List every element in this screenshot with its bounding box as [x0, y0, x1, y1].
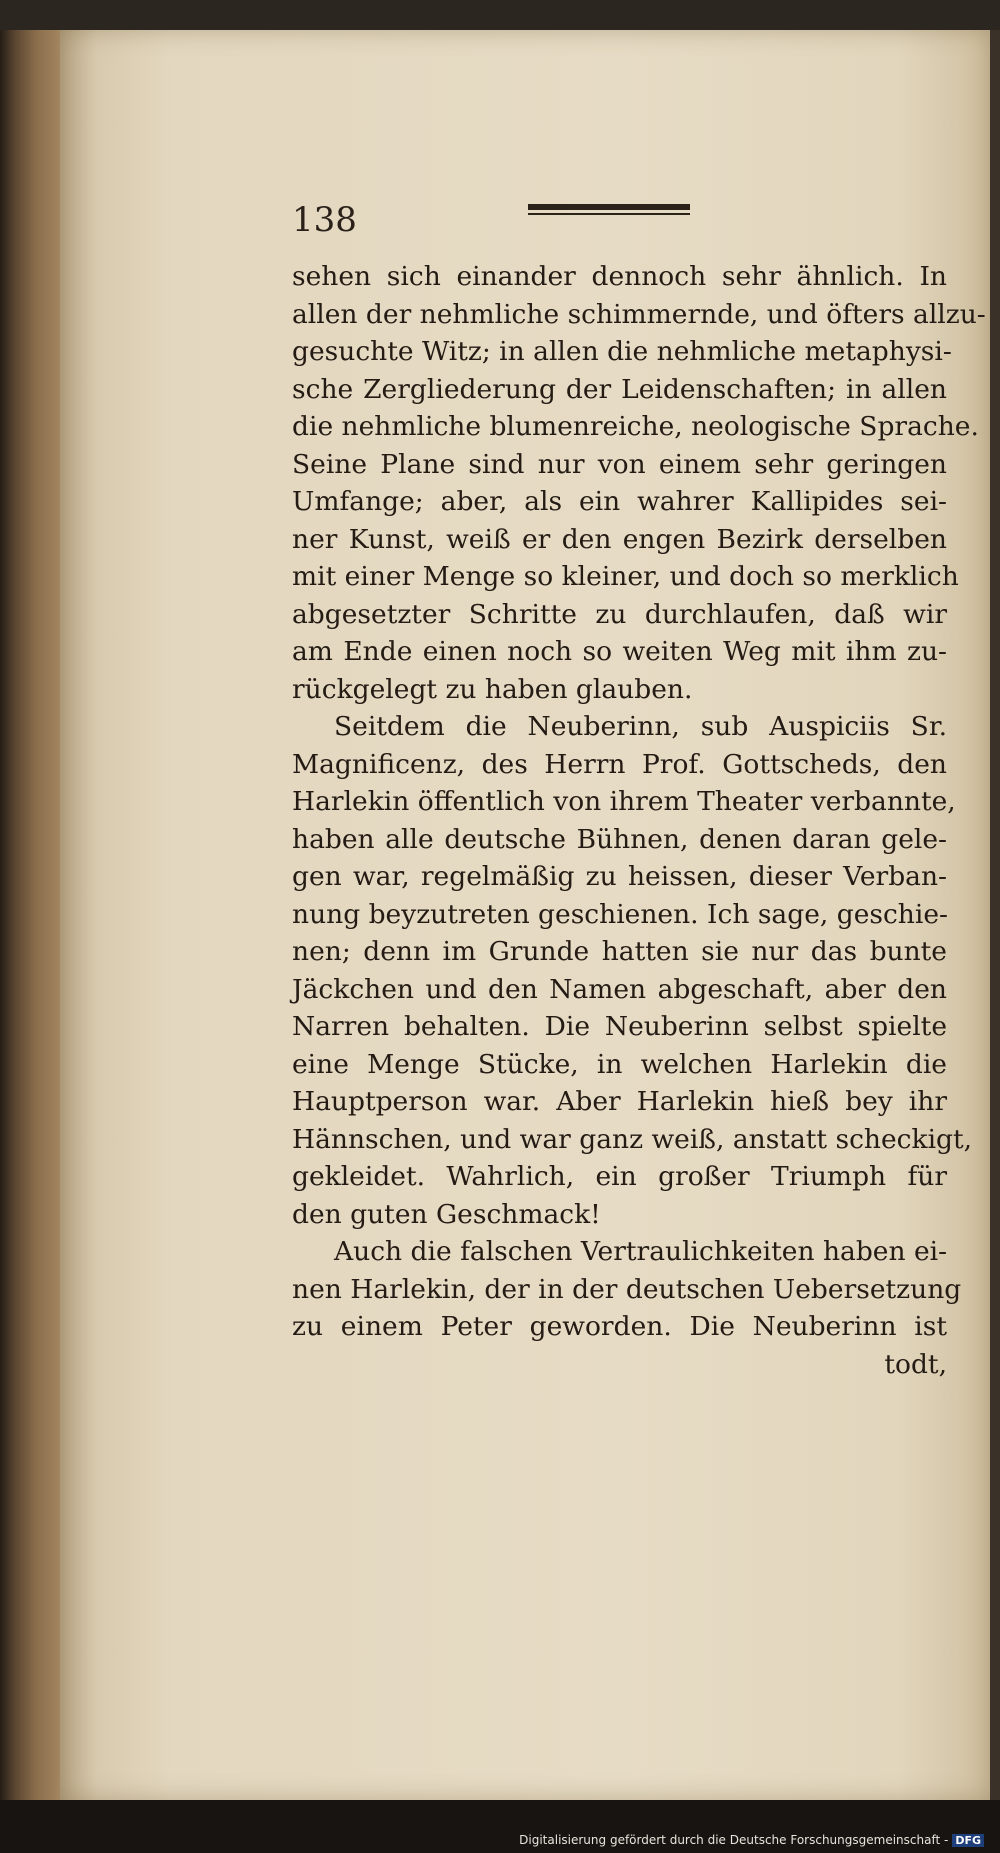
top-scan-border	[0, 0, 1000, 30]
text-line: Hauptperson war. Aber Harlekin hieß bey ihr	[292, 1086, 947, 1117]
text-line: nung beyzutreten geschienen. Ich sage, geschie-	[292, 898, 948, 930]
text-line: gekleidet. Wahrlich, ein großer Triumph für	[292, 1161, 947, 1192]
digitization-credit	[519, 1833, 984, 1847]
text-line: haben alle deutsche Bühnen, denen daran gele-	[292, 823, 947, 855]
credit-text: Digitalisierung gefördert durch die Deutsche Forschungsgemeinschaft -	[519, 1833, 949, 1847]
header-rule	[528, 204, 690, 218]
header-rule-thick	[528, 204, 690, 210]
book-spine-edge	[0, 30, 60, 1800]
text-line: Narren behalten. Die Neuberinn selbst spielte	[292, 1011, 947, 1042]
text-line: nen Harlekin, der in der deutschen Uebersetzung	[292, 1273, 962, 1305]
catchword: todt,	[884, 1348, 947, 1380]
text-line: Auch die falschen Vertraulichkeiten haben ei-	[334, 1236, 948, 1267]
text-line: Seitdem die Neuberinn, sub Auspiciis Sr.	[334, 711, 947, 742]
dfg-logo: DFG	[952, 1834, 984, 1847]
text-line: Umfange; aber, als ein wahrer Kallipides sei-	[292, 486, 947, 517]
text-line: Hännschen, und war ganz weiß, anstatt scheckigt,	[292, 1123, 973, 1155]
text-line: rückgelegt zu haben glauben.	[292, 673, 693, 705]
text-line: Harlekin öffentlich von ihrem Theater verbannte,	[292, 786, 956, 817]
text-line: gen war, regelmäßig zu heissen, dieser Verban-	[292, 861, 947, 892]
header-rule-thin	[528, 213, 690, 215]
text-line: ner Kunst, weiß er den engen Bezirk derselben	[292, 523, 947, 555]
text-line: Jäckchen und den Namen abgeschaft, aber den	[292, 973, 947, 1005]
page-text	[292, 258, 986, 1383]
text-line: mit einer Menge so kleiner, und doch so merklich	[292, 561, 959, 592]
text-line: am Ende einen noch so weiten Weg mit ihm zu-	[292, 636, 947, 667]
text-line: allen der nehmliche schimmernde, und öfters allzu-	[292, 298, 986, 330]
page-number: 138	[292, 200, 357, 240]
text-line: Seine Plane sind nur von einem sehr geringen	[292, 448, 947, 480]
text-line: abgesetzter Schritte zu durchlaufen, daß wir	[292, 598, 947, 630]
text-line: sche Zergliederung der Leidenschaften; in allen	[292, 373, 947, 405]
text-line: gesuchte Witz; in allen die nehmliche metaphysi-	[292, 336, 952, 367]
text-line: eine Menge Stücke, in welchen Harlekin die	[292, 1048, 947, 1080]
text-line: nen; denn im Grunde hatten sie nur das bunte	[292, 936, 947, 967]
text-line: zu einem Peter geworden. Die Neuberinn ist	[292, 1311, 947, 1342]
right-scan-border	[990, 30, 1000, 1800]
text-line: den guten Geschmack!	[292, 1198, 601, 1230]
text-line: Magnificenz, des Herrn Prof. Gottscheds, den	[292, 748, 947, 780]
text-line: sehen sich einander dennoch sehr ähnlich. In	[292, 261, 947, 292]
text-line: die nehmliche blumenreiche, neologische Sprache.	[292, 411, 979, 442]
